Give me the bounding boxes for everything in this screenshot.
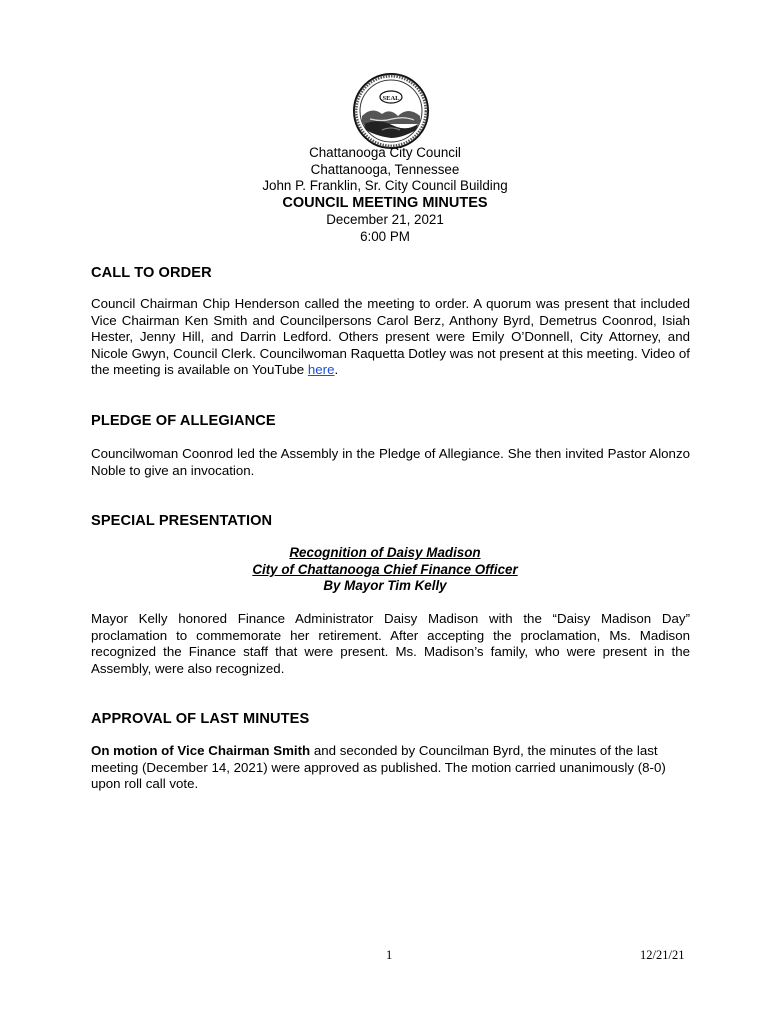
approval-body — [91, 743, 690, 793]
approval-text: and seconded by Councilman Byrd, the minutes of the last meeting (December 14, 2021) were approved as published. The motion carried unanimously (8-0) upon roll call vote. — [91, 743, 666, 792]
org-name: Chattanooga City Council — [309, 145, 461, 160]
meeting-datetime — [0, 212, 770, 245]
page-number: 1 — [386, 948, 393, 962]
youtube-link[interactable]: here — [307, 362, 335, 378]
city-seal-icon — [352, 72, 430, 150]
pledge-heading: PLEDGE OF ALLEGIANCE — [91, 413, 276, 429]
call-to-order-heading: CALL TO ORDER — [91, 265, 212, 281]
svg-text:SEAL: SEAL — [382, 95, 400, 102]
org-location: Chattanooga, Tennessee — [310, 161, 460, 177]
pledge-body: Councilwoman Coonrod led the Assembly in the Pledge of Allegiance. She then invited Pastor Alonzo Noble to give an invocation. — [91, 446, 690, 478]
header-block — [0, 145, 770, 195]
approval-bold-lead: On motion of Vice Chairman Smith — [91, 743, 311, 758]
presentation-line-1: Recognition of Daisy Madison — [289, 545, 481, 560]
call-to-order-body — [91, 296, 690, 379]
footer-date: 12/21/21 — [640, 948, 685, 962]
special-presentation-body: Mayor Kelly honored Finance Administrator Daisy Madison with the “Daisy Madison Day” proclamation to commemorate her retirement. After accepting the proclamation, Ms. Madison recognized the Finance staff that were present. Ms. Madison’s family, who were present in the Assembly, were also recognized. — [91, 611, 690, 676]
call-to-order-end: . — [334, 362, 339, 378]
call-to-order-text: Council Chairman Chip Henderson called the meeting to order. A quorum was present that included Vice Chairman Ken Smith and Councilpersons Carol Berz, Anthony Byrd, Demetrus Coonrod, Isiah Hester, Jenny Hill, and Darrin Ledford. Others present were Emily O’Donnell, City Attorney, and Nicole Gwyn, Council Clerk. Councilwoman Raquetta Dotley was not present at this meeting. Video of the meeting is available on YouTube — [91, 296, 690, 378]
document-title: COUNCIL MEETING MINUTES — [282, 195, 488, 211]
approval-heading: APPROVAL OF LAST MINUTES — [91, 711, 310, 727]
presentation-line-2: City of Chattanooga Chief Finance Officer — [252, 561, 518, 577]
special-presentation-heading: SPECIAL PRESENTATION — [91, 513, 273, 529]
meeting-date: December 21, 2021 — [326, 212, 444, 227]
presentation-title-block — [0, 545, 770, 595]
presentation-line-3: By Mayor Tim Kelly — [323, 578, 447, 594]
building-name: John P. Franklin, Sr. City Council Building — [262, 178, 508, 193]
meeting-time: 6:00 PM — [360, 228, 410, 244]
